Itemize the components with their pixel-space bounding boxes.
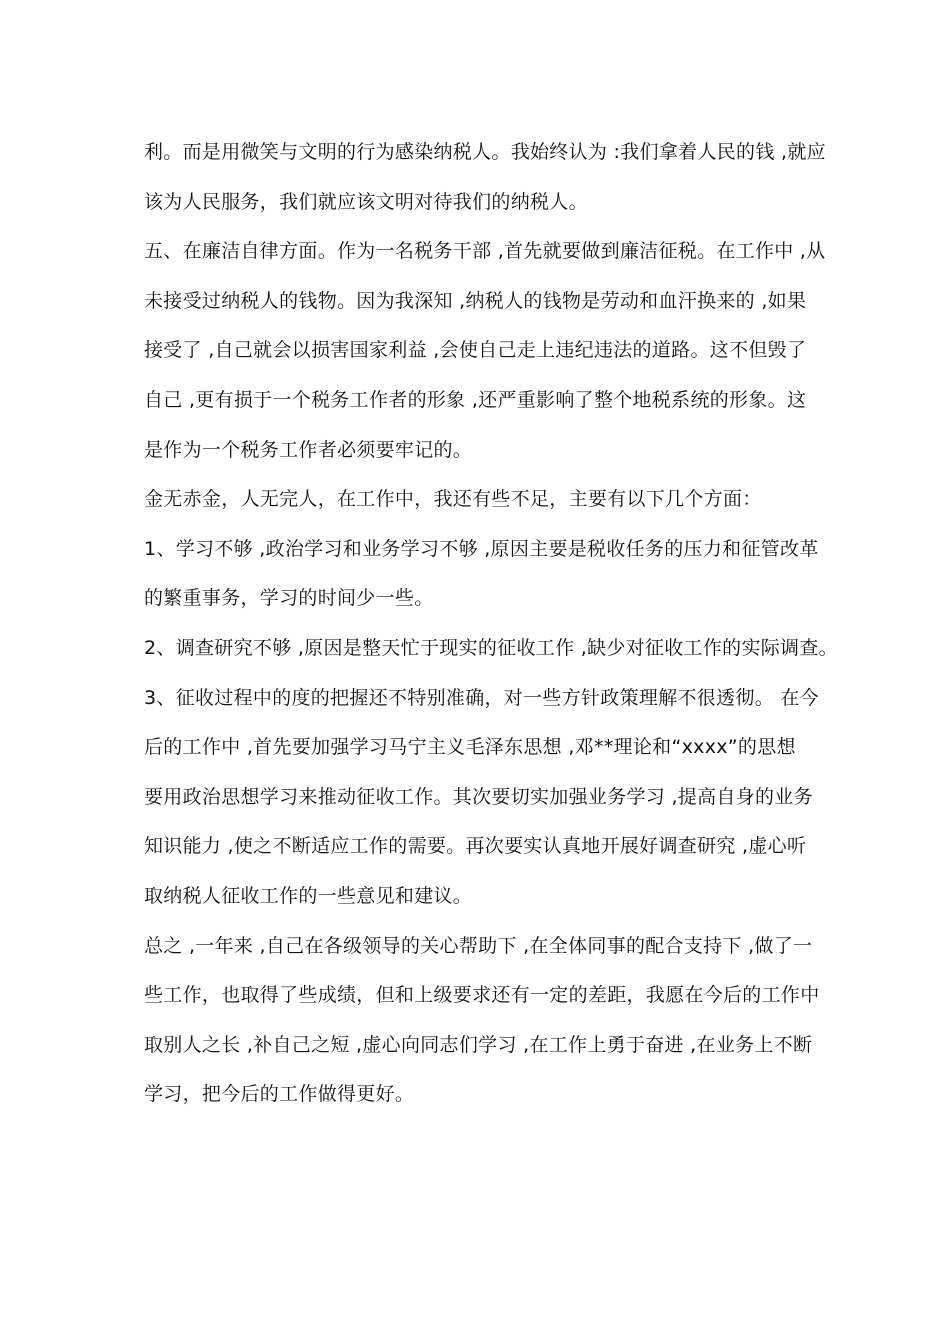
text-line: 的繁重事务，学习的时间少一些。 (144, 587, 434, 610)
text-line: 取别人之长 ,补自己之短 ,虚心向同志们学习 ,在工作上勇于奋进 ,在业务上不断 (144, 1033, 813, 1056)
text-line: 1、学习不够 ,政治学习和业务学习不够 ,原因主要是税收任务的压力和征管改革 (144, 537, 819, 560)
text-line: 该为人民服务，我们就应该文明对待我们的纳税人。 (144, 190, 588, 213)
text-line: 接受了 ,自己就会以损害国家利益 ,会使自己走上违纪违法的道路。这不但毁了 (144, 339, 807, 362)
text-line: 五、在廉洁自律方面。作为一名税务干部 ,首先就要做到廉洁征税。在工作中 ,从 (144, 240, 826, 263)
text-line: 知识能力 ,使之不断适应工作的需要。再次要实认真地开展好调查研究 ,虚心听 (144, 835, 807, 858)
text-line: 3、征收过程中的度的把握还不特别准确，对一些方针政策理解不很透彻。 在今 (144, 686, 819, 709)
text-line: 是作为一个税务工作者必须要牢记的。 (144, 438, 473, 461)
text-line: 未接受过纳税人的钱物。因为我深知 ,纳税人的钱物是劳动和血汗换来的 ,如果 (144, 289, 807, 312)
text-line: 2、调查研究不够 ,原因是整天忙于现实的征收工作 ,缺少对征收工作的实际调查。 (144, 636, 838, 659)
document-body (144, 128, 838, 1120)
text-line: 金无赤金，人无完人，在工作中，我还有些不足，主要有以下几个方面： (144, 488, 762, 511)
text-line: 些工作，也取得了些成绩，但和上级要求还有一定的差距，我愿在今后的工作中 (144, 984, 820, 1007)
text-line: 取纳税人征收工作的一些意见和建议。 (144, 884, 473, 907)
text-line: 后的工作中 ,首先要加强学习马宁主义毛泽东思想 ,邓**理论和“xxxx”的思想 (144, 736, 796, 759)
text-line: 学习，把今后的工作做得更好。 (144, 1083, 415, 1106)
text-line: 自己 ,更有损于一个税务工作者的形象 ,还严重影响了整个地税系统的形象。这 (144, 388, 807, 411)
text-line: 要用政治思想学习来推动征收工作。其次要切实加强业务学习 ,提高自身的业务 (144, 785, 813, 808)
text-line: 利。而是用微笑与文明的行为感染纳税人。我始终认为 :我们拿着人民的钱 ,就应 (144, 141, 826, 163)
text-line: 总之 ,一年来 ,自己在各级领导的关心帮助下 ,在全体同事的配合支持下 ,做了一 (144, 934, 813, 957)
